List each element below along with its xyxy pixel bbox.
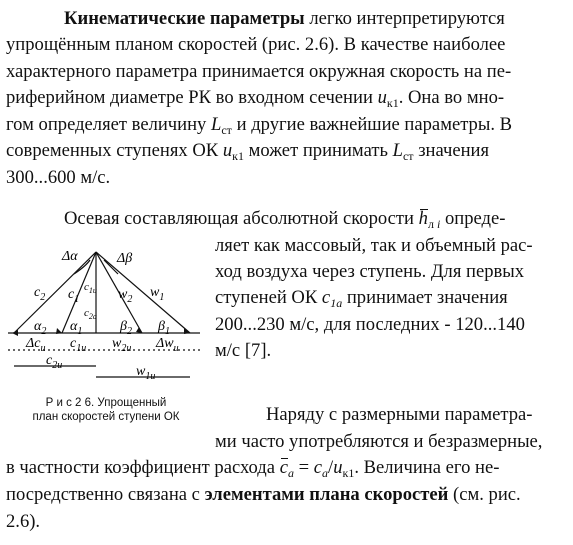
text-line: ступеней ОК $c_{1a}$ принимает значения bbox=[215, 287, 508, 310]
text-line: упрощённым планом скоростей (рис. 2.6). В качестве наиболее bbox=[6, 34, 506, 55]
c1u-vertical-label: $c_{1u}$ bbox=[84, 281, 97, 295]
text-line: современных ступенях ОК $u_{к1}$ может принимать $L_{ст}$ значения bbox=[6, 140, 490, 163]
w1-label: $w_1$ bbox=[150, 285, 165, 303]
c2u-label: $c_{2u}$ bbox=[46, 353, 63, 371]
text-line: ми часто употребляются и безразмерные, bbox=[215, 431, 543, 452]
text-line: 300...600 м/с. bbox=[6, 167, 111, 188]
delta-alpha-label: Δα bbox=[62, 249, 78, 264]
text-line: м/с [7]. bbox=[215, 340, 272, 361]
text-line: гом определяет величину $L_{ст}$ и другие важнейшие параметры. В bbox=[6, 114, 513, 137]
text-line: ляет как массовый, так и объемный рас- bbox=[215, 235, 533, 256]
text-line: характерного параметра принимается окружная скорость на пе- bbox=[6, 61, 512, 82]
c1-label: $c_1$ bbox=[68, 287, 80, 305]
text-line: 200...230 м/с, для последних - 120...140 bbox=[215, 314, 525, 335]
text-line: Кинематические параметры легко интерпретируются bbox=[64, 8, 505, 29]
c2-label: $c_2$ bbox=[34, 285, 46, 303]
text-line: Осевая составляющая абсолютной скорости $h_{л i}$ опреде- bbox=[64, 208, 506, 231]
text-line: риферийном диаметре РК во входном сечении $u_{к1}$. Она во мно- bbox=[6, 87, 505, 110]
figure-caption: Р и с 2 6. Упрощенный план скоростей ступени ОК bbox=[32, 397, 180, 423]
text-line: посредственно связана с элементами плана скоростей (см. рис. bbox=[6, 484, 521, 505]
text-line: ход воздуха через ступень. Для первых bbox=[215, 261, 525, 282]
alpha2-label: $\alpha_2$ bbox=[34, 319, 47, 337]
delta-beta-arc bbox=[104, 260, 118, 274]
c2a-vertical-label: $c_{2a}$ bbox=[84, 307, 97, 321]
w2-label: $w_2$ bbox=[118, 287, 133, 305]
text-line: Наряду с размерными параметра- bbox=[266, 404, 533, 425]
text-line: в частности коэффициент расхода $c_a = c_a/u_{к1}$. Величина его не- bbox=[6, 457, 500, 480]
delta-cu-label: $\Delta c_u$ bbox=[26, 336, 46, 354]
w1u-label: $w_{1u}$ bbox=[136, 364, 156, 382]
w1-vector bbox=[96, 252, 190, 333]
text-line: 2.6). bbox=[6, 511, 41, 532]
alpha1-label: $\alpha_1$ bbox=[70, 319, 83, 337]
delta-wu-label: $\Delta w_u$ bbox=[156, 336, 179, 354]
bold-term: Кинематические параметры bbox=[64, 8, 305, 29]
w2u-label: $w_{2u}$ bbox=[112, 336, 132, 354]
beta2-label: $\beta_2$ bbox=[120, 319, 132, 337]
arrowhead bbox=[12, 330, 18, 336]
beta1-label: $\beta_1$ bbox=[158, 319, 170, 337]
delta-beta-label: Δβ bbox=[117, 251, 133, 266]
c1u-label: $c_{1u}$ bbox=[70, 336, 87, 354]
velocity-plan-figure bbox=[0, 226, 210, 386]
